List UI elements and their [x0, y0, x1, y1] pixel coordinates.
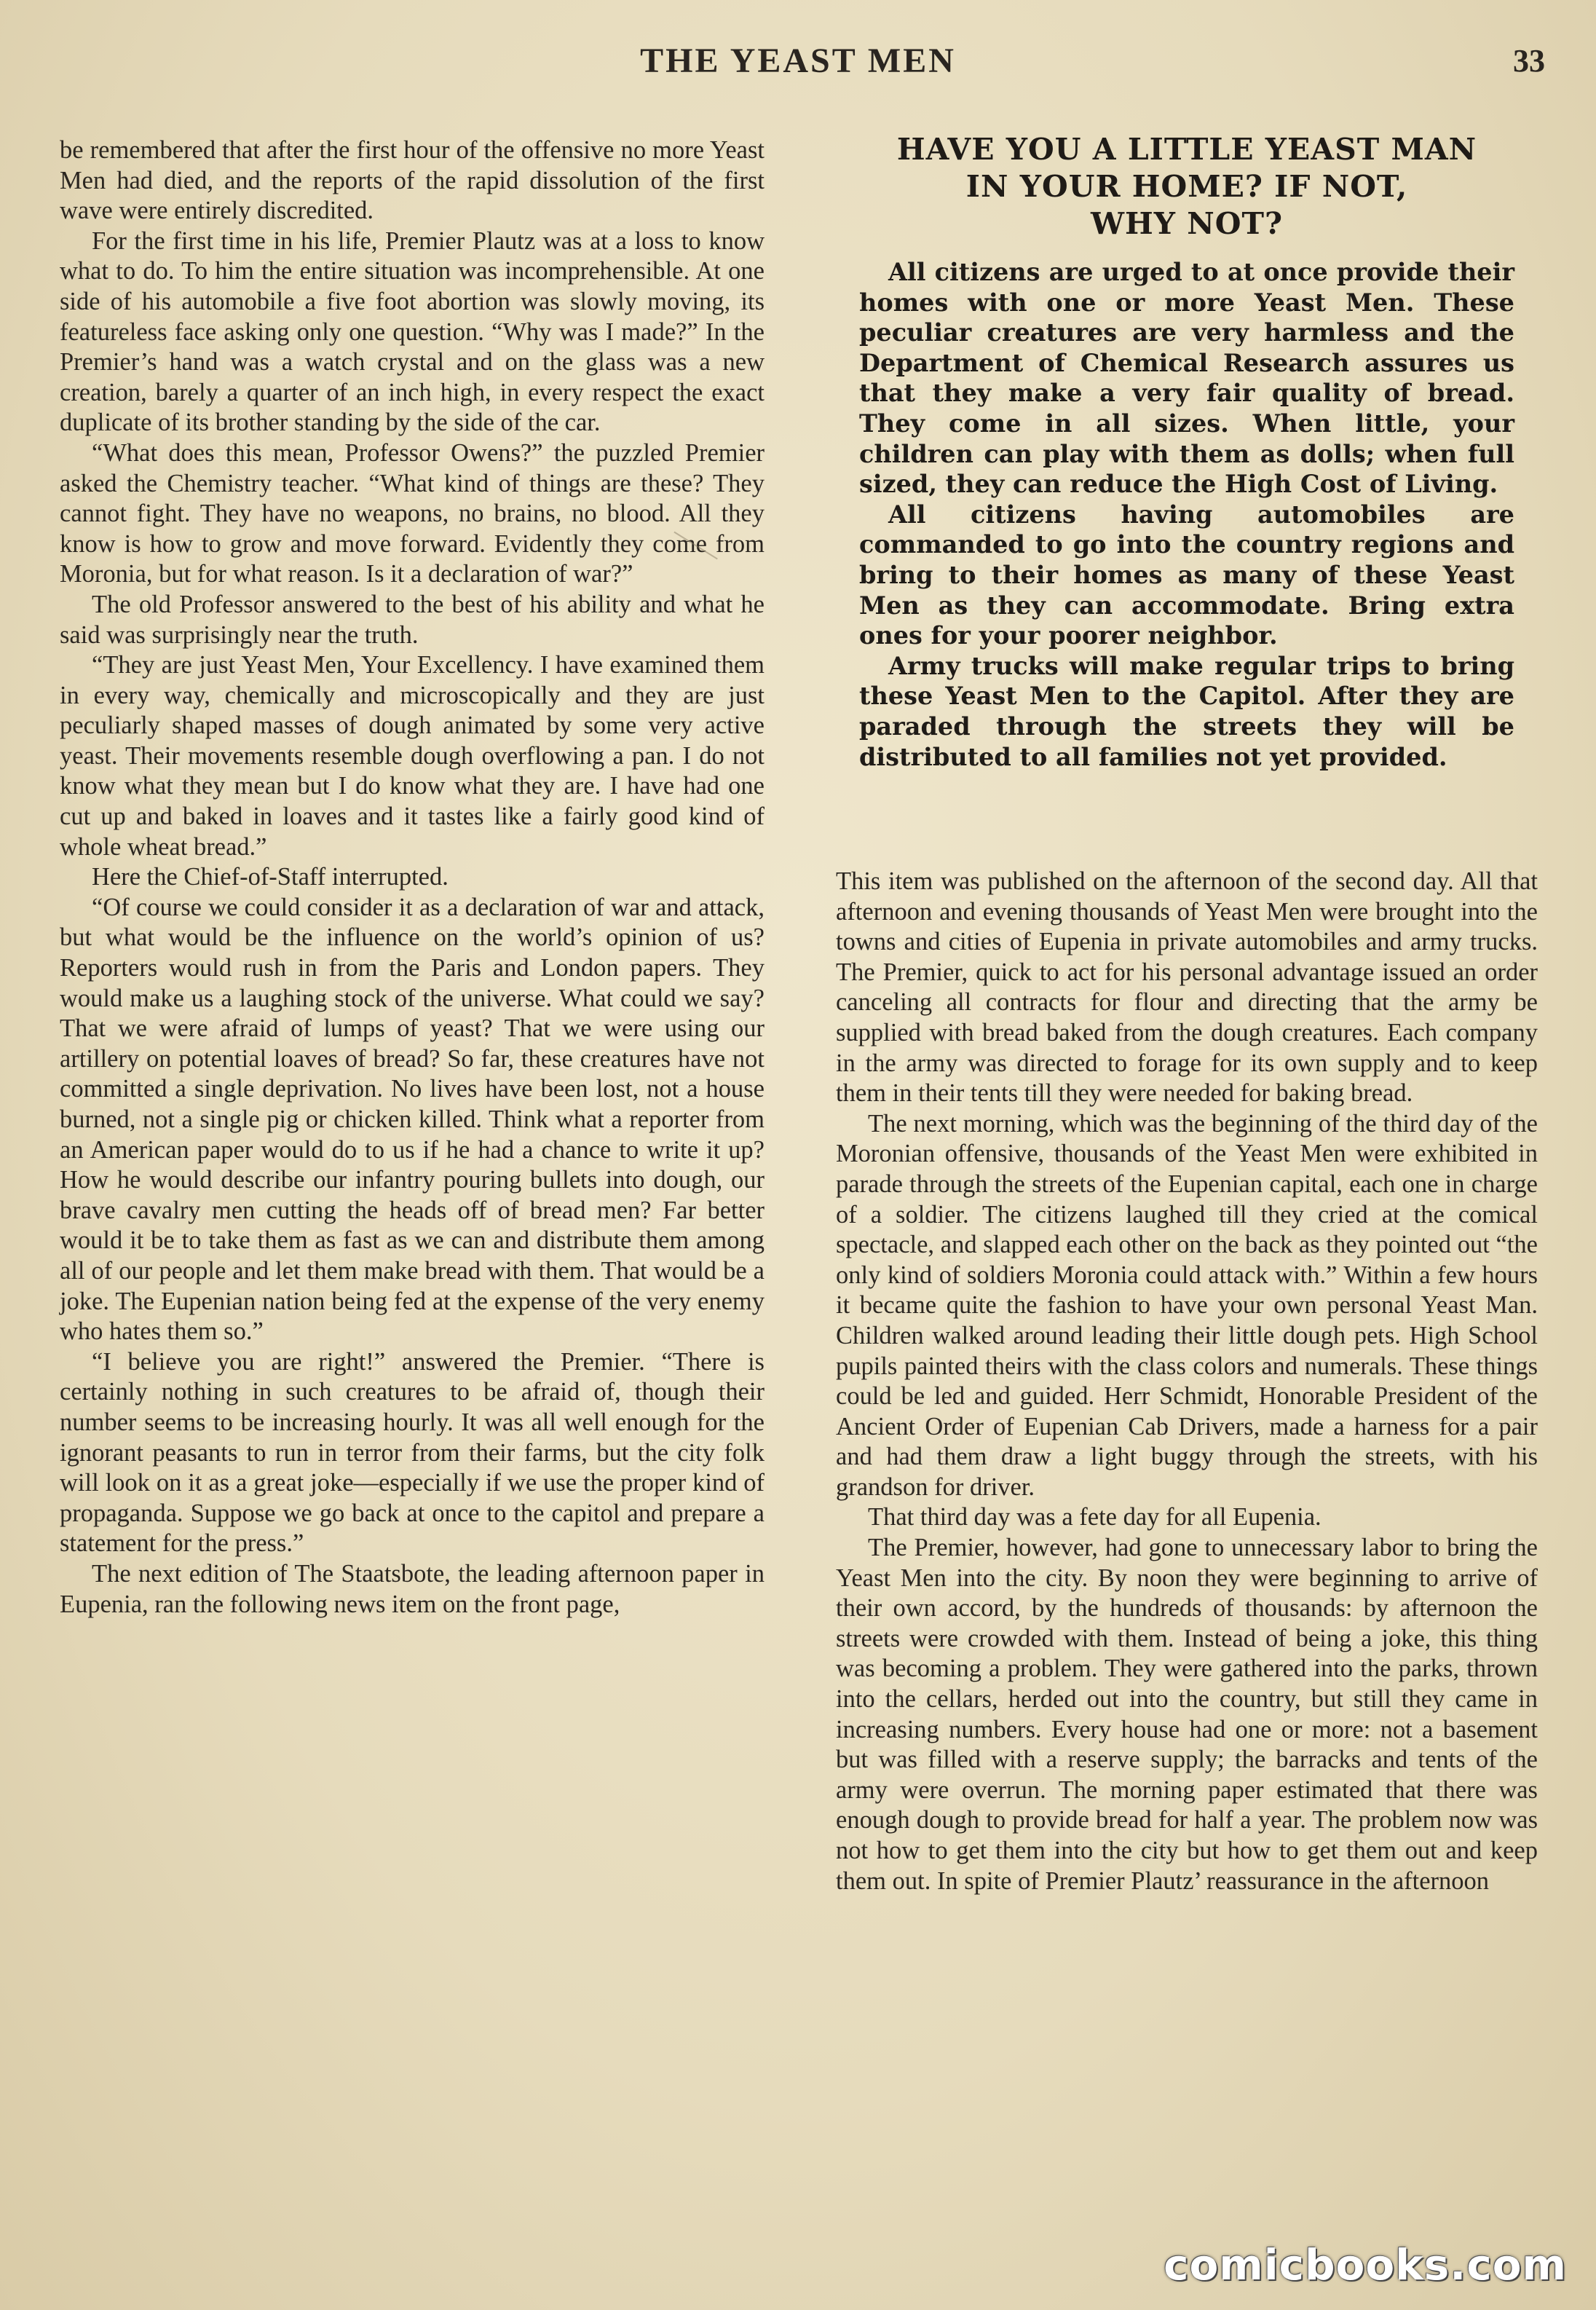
news-notice [859, 131, 1514, 772]
page-number: 33 [1513, 43, 1545, 79]
right-paragraph: This item was published on the afternoon of the second day. All that afternoon and evening thousands of Yeast Men were brought into the towns and cities of Eupenia in private automobiles and army trucks. The Premier, quick to act for his personal advantage issued an order canceling all contracts for flour and directing that the army be supplied with bread baked from the dough creatures. Each company in the army was directed to forage for its own supply and to keep them in their tents till they were needed for baking bread. [836, 867, 1538, 1108]
left-paragraph: Here the Chief-of-Staff interrupted. [92, 863, 449, 891]
notice-headline-line: IN YOUR HOME? IF NOT, [965, 169, 1408, 204]
left-paragraph: For the first time in his life, Premier Plautz was at a loss to know what to do. To him the entire situation was incomprehensible. At one side of his automobile a five foot abortion was slowly moving, its featureless face asking only one question. “Why was I made?” In the Premier’s hand was a watch crystal and on the glass was a new creation, barely a quarter of an inch high, in every respect the exact duplicate of its brother standing by the side of the car. [60, 226, 765, 437]
right-column [836, 867, 1538, 1896]
notice-paragraph: All citizens having automobiles are commanded to go into the country regions and bring to their homes as many of these Yeast Men as they can accommodate. Bring extra ones for your poorer neighbor. [859, 500, 1514, 650]
notice-headline [859, 131, 1514, 243]
left-paragraph: “Of course we could consider it as a declaration of war and attack, but what would be the influence on the world’s opinion of us? Reporters would rush in from the Paris and London papers. They would make us a laughing stock of the universe. What could we say? That we were afraid of lumps of yeast? That we were using our artillery on potential loaves of bread? So far, these creatures have not committed a single deprivation. No lives have been lost, not a house burned, not a single pig or chicken killed. Think what a reporter from an American paper would do to us if he had a chance to write it up? How he would describe our infantry pouring bullets into dough, our brave cavalry men cutting the heads off of bread men? Far better would it be to take them as fast as we can and distribute them among all of our people and let them make bread with them. That would be a joke. The Eupenian nation being fed at the expense of the very enemy who hates them so.” [60, 893, 765, 1346]
notice-paragraph: Army trucks will make regular trips to bring these Yeast Men to the Capitol. After they are paraded through the streets they will be distributed to all families not yet provided. [859, 651, 1514, 771]
left-paragraph: “What does this mean, Professor Owens?” the puzzled Premier asked the Chemistry teacher. “What kind of things are these? They cannot fight. They have no weapons, no brains, no blood. All they know is how to grow and move forward. Evidently they come from Moronia, but for what reason. Is it a declaration of war?” [60, 438, 765, 588]
notice-paragraph: All citizens are urged to at once provide their homes with one or more Yeast Men. These peculiar creatures are very harmless and the Department of Chemical Research assures us that they make a very fair quality of bread. They come in all sizes. When little, your children can play with them as dolls; when full sized, they can reduce the High Cost of Living. [859, 258, 1514, 499]
notice-body [859, 257, 1514, 772]
left-paragraph: “They are just Yeast Men, Your Excellency. I have examined them in every way, chemically and microscopically and they are just peculiarly shaped masses of dough animated by some very active yeast. Their movements resemble dough overflowing a pan. I do not know what they mean but I do know what they are. I have had one cut up and baked in loaves and it tastes like a fairly good kind of whole wheat bread.” [60, 651, 765, 861]
left-paragraph: “I believe you are right!” answered the Premier. “There is certainly nothing in such creatures to be afraid of, though their number seems to be increasing hourly. It was all well enough for the ignorant peasants to run in terror from their farms, but the city folk will look on it as a great joke—especially if we use the proper kind of propaganda. Suppose we go back at once to the capitol and prepare a statement for the press.” [60, 1347, 765, 1558]
notice-headline-line: WHY NOT? [1090, 206, 1284, 241]
right-paragraph: The Premier, however, had gone to unnecessary labor to bring the Yeast Men into the city. By noon they were beginning to arrive of their own accord, by the hundreds of thousands: by afternoon the streets were crowded with them. Instead of being a joke, this thing was becoming a problem. They were gathered into the parks, thrown into the cellars, herded out into the country, but still they came in increasing numbers. Every house had one or more: not a basement but was filled with a reserve supply; the barracks and tents of the army were overrun. The morning paper estimated that there was enough dough to provide bread for half a year. The problem now was not how to get them into the city but how to get them out and keep them out. In spite of Premier Plautz’ reassurance in the afternoon [836, 1534, 1538, 1895]
left-column [60, 135, 765, 1620]
notice-headline-line: HAVE YOU A LITTLE YEAST MAN [896, 132, 1477, 167]
running-title: THE YEAST MEN [640, 42, 956, 80]
page-header [0, 38, 1596, 89]
left-paragraph: The next edition of The Staatsbote, the leading afternoon paper in Eupenia, ran the following news item on the front page, [60, 1559, 765, 1618]
watermark-logo: comicbooks.com [1164, 2240, 1567, 2290]
left-paragraph: The old Professor answered to the best of his ability and what he said was surprisingly near the truth. [60, 590, 765, 649]
left-paragraph: be remembered that after the first hour of the offensive no more Yeast Men had died, and the reports of the rapid dissolution of the first wave were entirely discredited. [60, 136, 765, 225]
right-paragraph: The next morning, which was the beginning of the third day of the Moronian offensive, thousands of the Yeast Men were exhibited in parade through the streets of the Eupenian capital, each one in charge of a soldier. The citizens laughed till they cried at the comical spectacle, and slapped each other on the back as they pointed out “the only kind of soldiers Moronia could attack with.” Within a few hours it became quite the fashion to have your own personal Yeast Man. Children walked around leading their little dough pets. High School pupils painted theirs with the class colors and numerals. These things could be led and guided. Herr Schmidt, Honorable President of the Ancient Order of Eupenian Cab Drivers, made a harness for a pair and had them draw a light buggy through the streets, with his grandson for driver. [836, 1109, 1538, 1501]
right-paragraph: That third day was a fete day for all Eupenia. [868, 1503, 1322, 1532]
